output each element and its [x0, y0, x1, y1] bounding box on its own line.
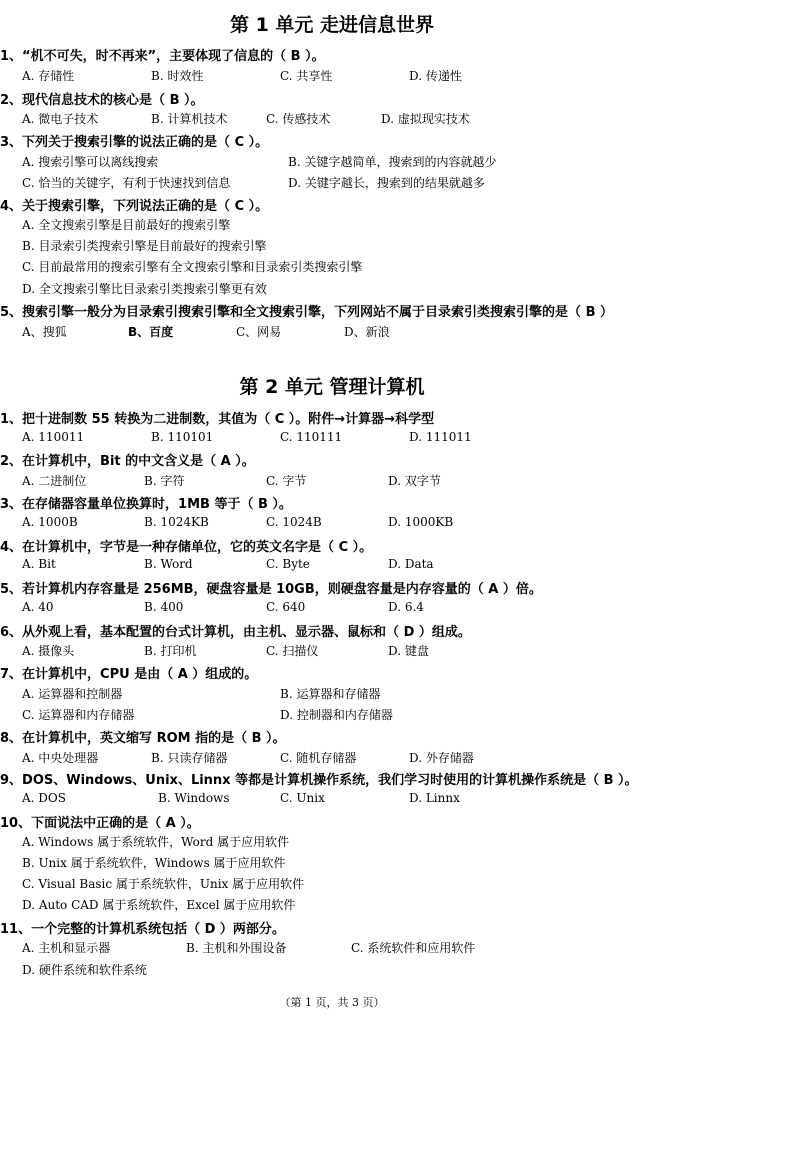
unit1-q4-option-c: C. 目前最常用的搜索引擎有全文搜索引擎和目录索引类搜索引擎 [22, 260, 363, 274]
unit2-question-6: 6、从外观上看，基本配置的台式计算机，由主机、显示器、鼠标和（ D ）组成。 [0, 625, 471, 640]
unit1-q2-option-b: B. 计算机技术 [151, 112, 228, 126]
unit1-question-5: 5、搜索引擎一般分为目录索引搜索引擎和全文搜索引擎，下列网站不属于目录索引类搜索引擎的是（ B ） [0, 305, 614, 320]
unit1-q3-option-d: D. 关键字越长，搜索到的结果就越多 [288, 176, 485, 190]
unit1-question-2: 2、现代信息技术的核心是（ B ）。 [0, 93, 204, 108]
unit2-q4-option-b: B. Word [144, 557, 193, 571]
unit2-title: 第 2 单元 管理计算机 [239, 376, 425, 398]
unit2-q5-option-a: A. 40 [22, 600, 54, 614]
unit2-q3-option-b: B. 1024KB [144, 515, 209, 529]
unit1-q4-option-d: D. 全文搜索引擎比目录索引类搜索引擎更有效 [22, 282, 267, 296]
unit1-q1-option-d: D. 传递性 [409, 69, 462, 83]
page-footer: （第 1 页，共 3 页） [279, 996, 385, 1009]
unit1-title: 第 1 单元 走进信息世界 [229, 14, 435, 36]
unit1-question-1: 1、“机不可失，时不再来”，主要体现了信息的（ B ）。 [0, 49, 325, 64]
unit2-question-9: 9、DOS、Windows、Unix、Linnx 等都是计算机操作系统，我们学习时使用的计算机操作系统是（ B ）。 [0, 773, 638, 788]
unit2-q11-option-b: B. 主机和外围设备 [186, 941, 287, 955]
unit2-q5-option-d: D. 6.4 [388, 600, 424, 614]
unit1-q2-option-d: D. 虚拟现实技术 [381, 112, 470, 126]
unit2-q7-option-b: B. 运算器和存储器 [280, 687, 381, 701]
unit2-question-2: 2、在计算机中，Bit 的中文含义是（ A ）。 [0, 454, 255, 469]
unit2-q7-option-c: C. 运算器和内存储器 [22, 708, 135, 722]
unit2-q10-option-c: C. Visual Basic 属于系统软件，Unix 属于应用软件 [22, 877, 305, 891]
unit2-question-1: 1、把十进制数 55 转换为二进制数，其值为（ C ）。附件→计算器→科学型 [0, 412, 435, 427]
unit2-q1-option-a: A. 110011 [22, 430, 85, 444]
unit2-q11-option-c: C. 系统软件和应用软件 [351, 941, 476, 955]
unit1-q2-option-a: A. 微电子技术 [22, 112, 99, 126]
unit2-q8-option-d: D. 外存储器 [409, 751, 474, 765]
unit2-q10-option-b: B. Unix 属于系统软件，Windows 属于应用软件 [22, 856, 286, 870]
unit2-q9-option-a: A. DOS [22, 791, 66, 805]
unit2-q7-option-a: A. 运算器和控制器 [22, 687, 123, 701]
unit2-q11-option-d: D. 硬件系统和软件系统 [22, 963, 147, 977]
unit2-q4-option-c: C. Byte [266, 557, 310, 571]
unit2-q8-option-a: A. 中央处理器 [22, 751, 99, 765]
unit2-q2-option-a: A. 二进制位 [22, 474, 87, 488]
unit1-q5-option-d: D、新浪 [344, 325, 390, 339]
unit1-q5-option-c: C、网易 [236, 325, 282, 339]
unit2-question-11: 11、一个完整的计算机系统包括（ D ）两部分。 [0, 922, 285, 937]
unit2-q3-option-c: C. 1024B [266, 515, 322, 529]
unit2-question-4: 4、在计算机中，字节是一种存储单位，它的英文名字是（ C ）。 [0, 540, 373, 555]
unit2-q8-option-b: B. 只读存储器 [151, 751, 228, 765]
unit2-q1-option-d: D. 111011 [409, 430, 472, 444]
unit2-q8-option-c: C. 随机存储器 [280, 751, 357, 765]
unit1-q5-option-b: B、百度 [128, 325, 174, 339]
unit1-q4-option-a: A. 全文搜索引擎是目前最好的搜索引擎 [22, 218, 231, 232]
unit1-question-3: 3、下列关于搜索引擎的说法正确的是（ C ）。 [0, 135, 269, 150]
unit2-q5-option-c: C. 640 [266, 600, 306, 614]
unit2-question-8: 8、在计算机中，英文缩写 ROM 指的是（ B ）。 [0, 731, 286, 746]
unit2-q5-option-b: B. 400 [144, 600, 184, 614]
unit1-q4-option-b: B. 目录索引类搜索引擎是目前最好的搜索引擎 [22, 239, 267, 253]
unit1-q2-option-c: C. 传感技术 [266, 112, 331, 126]
unit2-q7-option-d: D. 控制器和内存储器 [280, 708, 393, 722]
unit2-q3-option-d: D. 1000KB [388, 515, 454, 529]
unit2-q9-option-c: C. Unix [280, 791, 325, 805]
unit2-question-5: 5、若计算机内存容量是 256MB，硬盘容量是 10GB，则硬盘容量是内存容量的（ A ）倍。 [0, 582, 542, 597]
unit1-question-4: 4、关于搜索引擎，下列说法正确的是（ C ）。 [0, 199, 269, 214]
unit2-q2-option-b: B. 字符 [144, 474, 185, 488]
unit2-question-3: 3、在存储器容量单位换算时，1MB 等于（ B ）。 [0, 497, 292, 512]
unit2-q9-option-d: D. Linnx [409, 791, 460, 805]
unit1-q3-option-b: B. 关键字越简单，搜索到的内容就越少 [288, 155, 497, 169]
unit2-q6-option-c: C. 扫描仪 [266, 644, 319, 658]
unit2-question-7: 7、在计算机中，CPU 是由（ A ）组成的。 [0, 667, 258, 682]
unit2-q2-option-d: D. 双字节 [388, 474, 441, 488]
unit2-question-10: 10、下面说法中正确的是（ A ）。 [0, 816, 200, 831]
unit2-q4-option-d: D. Data [388, 557, 434, 571]
unit2-q2-option-c: C. 字节 [266, 474, 307, 488]
unit2-q9-option-b: B. Windows [158, 791, 230, 805]
unit2-q1-option-c: C. 110111 [280, 430, 343, 444]
unit2-q6-option-b: B. 打印机 [144, 644, 197, 658]
unit2-q3-option-a: A. 1000B [22, 515, 78, 529]
unit1-q5-option-a: A、搜狐 [22, 325, 67, 339]
unit1-q1-option-c: C. 共享性 [280, 69, 333, 83]
unit2-q1-option-b: B. 110101 [151, 430, 214, 444]
unit2-q6-option-d: D. 键盘 [388, 644, 429, 658]
unit1-q3-option-c: C. 恰当的关键字，有利于快速找到信息 [22, 176, 231, 190]
unit1-q1-option-b: B. 时效性 [151, 69, 204, 83]
unit2-q10-option-a: A. Windows 属于系统软件，Word 属于应用软件 [22, 835, 290, 849]
unit2-q10-option-d: D. Auto CAD 属于系统软件，Excel 属于应用软件 [22, 898, 296, 912]
unit1-q1-option-a: A. 存储性 [22, 69, 75, 83]
unit2-q11-option-a: A. 主机和显示器 [22, 941, 111, 955]
unit1-q3-option-a: A. 搜索引擎可以离线搜索 [22, 155, 159, 169]
unit2-q4-option-a: A. Bit [22, 557, 56, 571]
unit2-q6-option-a: A. 摄像头 [22, 644, 75, 658]
